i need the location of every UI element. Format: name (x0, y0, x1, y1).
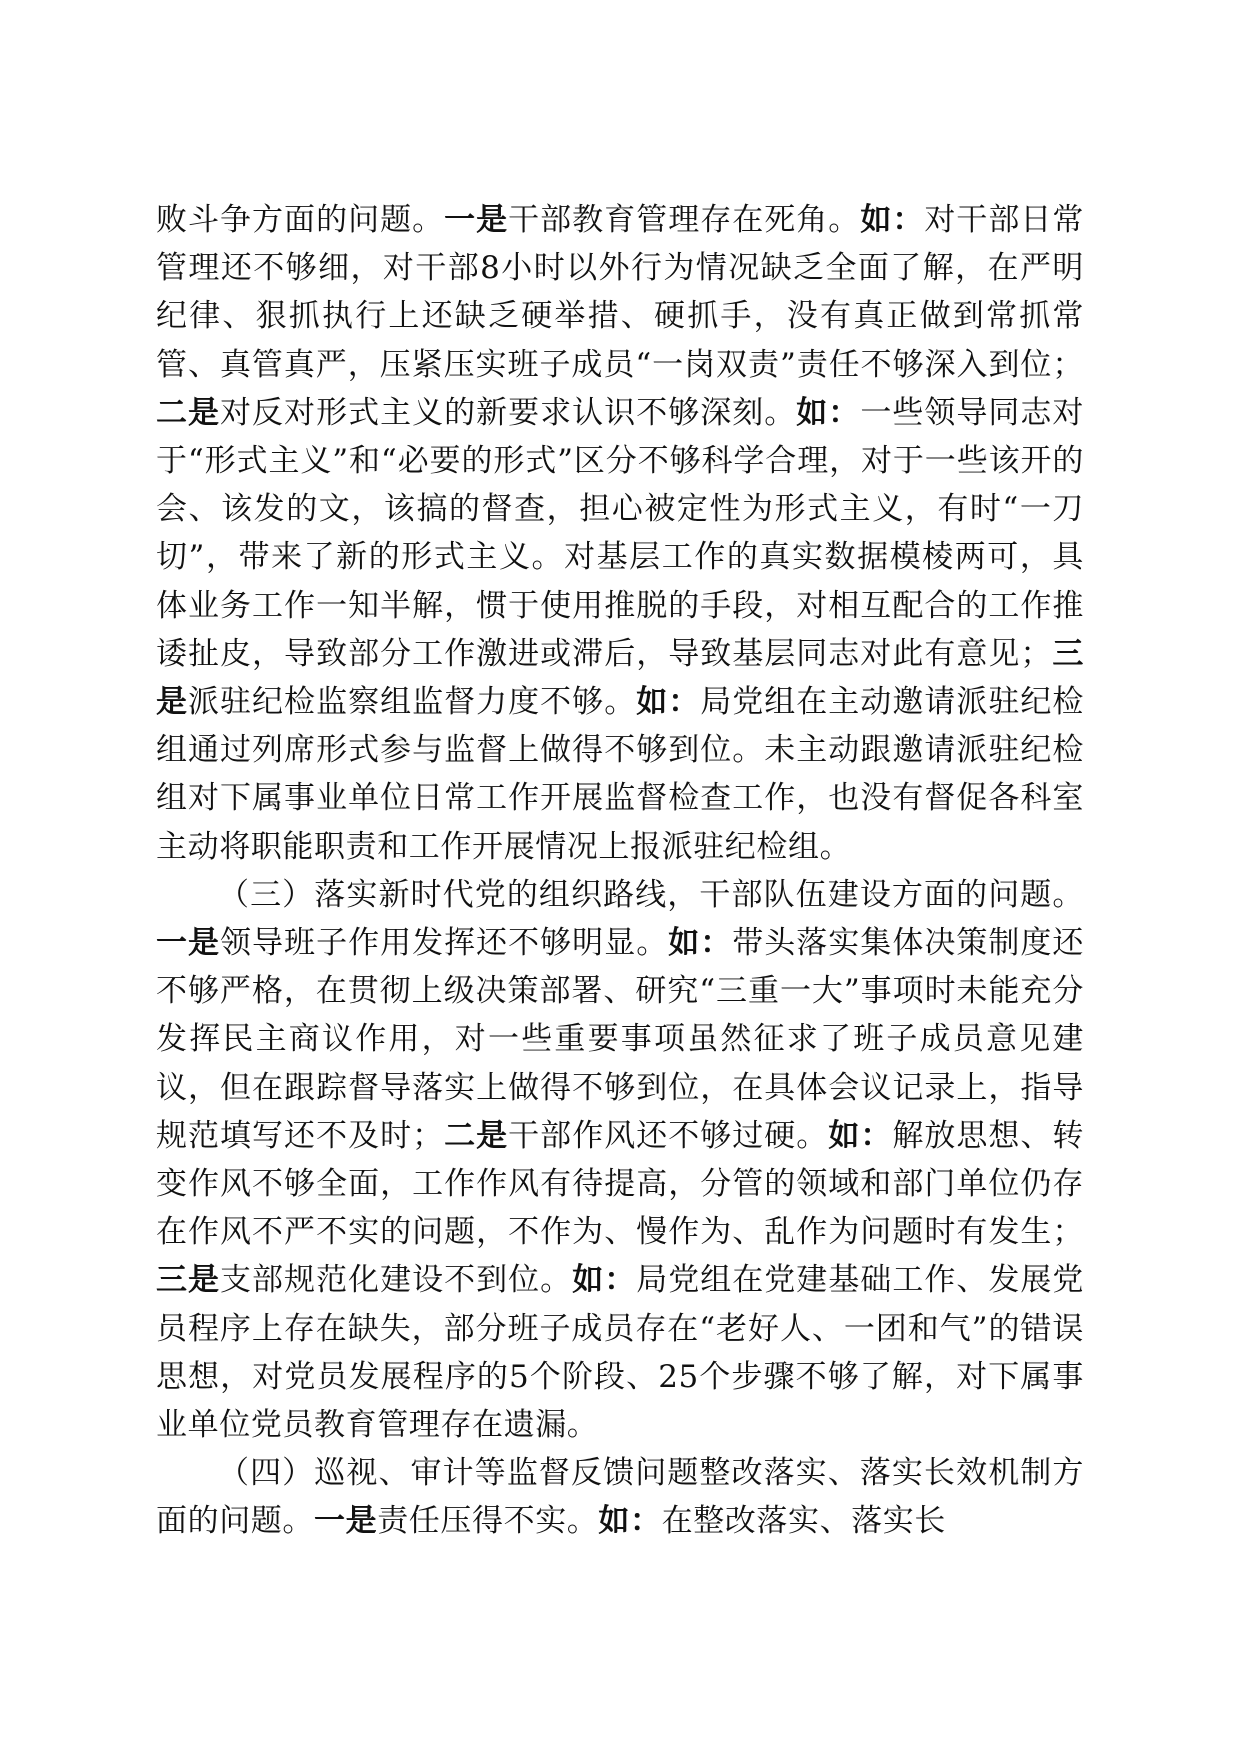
text-run: 败斗争方面的问题。 (156, 202, 445, 238)
text-run: 责任压得不实。 (377, 1503, 599, 1540)
bold-keyword: 如： (636, 684, 701, 721)
text-run: 带头落实集体决策制度还不够严格，在贯彻上级决策部署、研究“三重一大”事项时未能充分发挥民主商议作用，对一些重要事项虽然征求了班子成员意见建议，但在跟踪督导落实上做得不够到位，在具体会议记录上，指导规范填写还不及时； (156, 925, 1084, 1154)
text-run: （三）落实新时代党的组织路线，干部队伍建设方面的问题。 (218, 876, 1084, 913)
bold-keyword: 如： (668, 925, 733, 962)
text-run: 对反对形式主义的新要求认识不够深刻。 (220, 394, 797, 431)
paragraph (156, 196, 1084, 871)
text-run: 支部规范化建设不到位。 (220, 1262, 573, 1299)
bold-keyword: 三是 (156, 1262, 221, 1299)
document-body (156, 196, 1084, 1546)
text-run: 一些领导同志对于“形式主义”和“必要的形式”区分不够科学合理，对于一些该开的会、该发的文，该搞的督查，担心被定性为形式主义，有时“一刀切”，带来了新的形式主义。对基层工作的真实数据模棱两可，具体业务工作一知半解，惯于使用推脱的手段，对相互配合的工作推诿扯皮，导致部分工作激进或滞后，导致基层同志对此有意见； (156, 394, 1084, 672)
bold-keyword: 二是 (443, 1117, 509, 1154)
paragraph (156, 1449, 1084, 1545)
bold-keyword: 一是 (156, 925, 221, 962)
text-run: 领导班子作用发挥还不够明显。 (220, 925, 669, 962)
bold-keyword: 如： (860, 202, 925, 238)
text-run: 干部教育管理存在死角。 (508, 202, 861, 238)
text-run: （四）巡视、审计等监督反馈问题整改落实、落实长效机制方面的问题。 (156, 1455, 1084, 1540)
bold-keyword: 如： (828, 1117, 893, 1154)
bold-keyword: 三是 (156, 635, 1084, 721)
bold-keyword: 一是 (314, 1503, 378, 1540)
text-run: 对干部日常管理还不够细，对干部8小时以外行为情况缺乏全面了解，在严明纪律、狠抓执行上还缺乏硬举措、硬抓手，没有真正做到常抓常管、真管真严，压紧压实班子成员“一岗双责”责任不够深入到位； (156, 202, 1084, 383)
text-run: 局党组在党建基础工作、发展党员程序上存在缺失，部分班子成员存在“老好人、一团和气”的错误思想，对党员发展程序的5个阶段、25个步骤不够了解，对下属事业单位党员教育管理存在遗漏。 (156, 1262, 1084, 1444)
paragraph (156, 871, 1084, 1449)
bold-keyword: 如： (796, 394, 861, 431)
bold-keyword: 二是 (156, 394, 221, 431)
text-run: 干部作风还不够过硬。 (508, 1117, 829, 1154)
bold-keyword: 如： (598, 1503, 662, 1540)
text-run: 派驻纪检监察组监督力度不够。 (188, 684, 637, 721)
bold-keyword: 一是 (444, 202, 509, 238)
text-run: 解放思想、转变作风不够全面，工作作风有待提高，分管的领域和部门单位仍存在作风不严不实的问题，不作为、慢作为、乱作为问题时有发生； (156, 1117, 1085, 1251)
text-run: 局党组在主动邀请派驻纪检组通过列席形式参与监督上做得不够到位。未主动跟邀请派驻纪检组对下属事业单位日常工作开展监督检查工作，也没有督促各科室主动将职能职责和工作开展情况上报派驻纪检组。 (156, 684, 1084, 865)
text-run: 在整改落实、落实长 (661, 1503, 947, 1540)
bold-keyword: 如： (572, 1262, 637, 1299)
